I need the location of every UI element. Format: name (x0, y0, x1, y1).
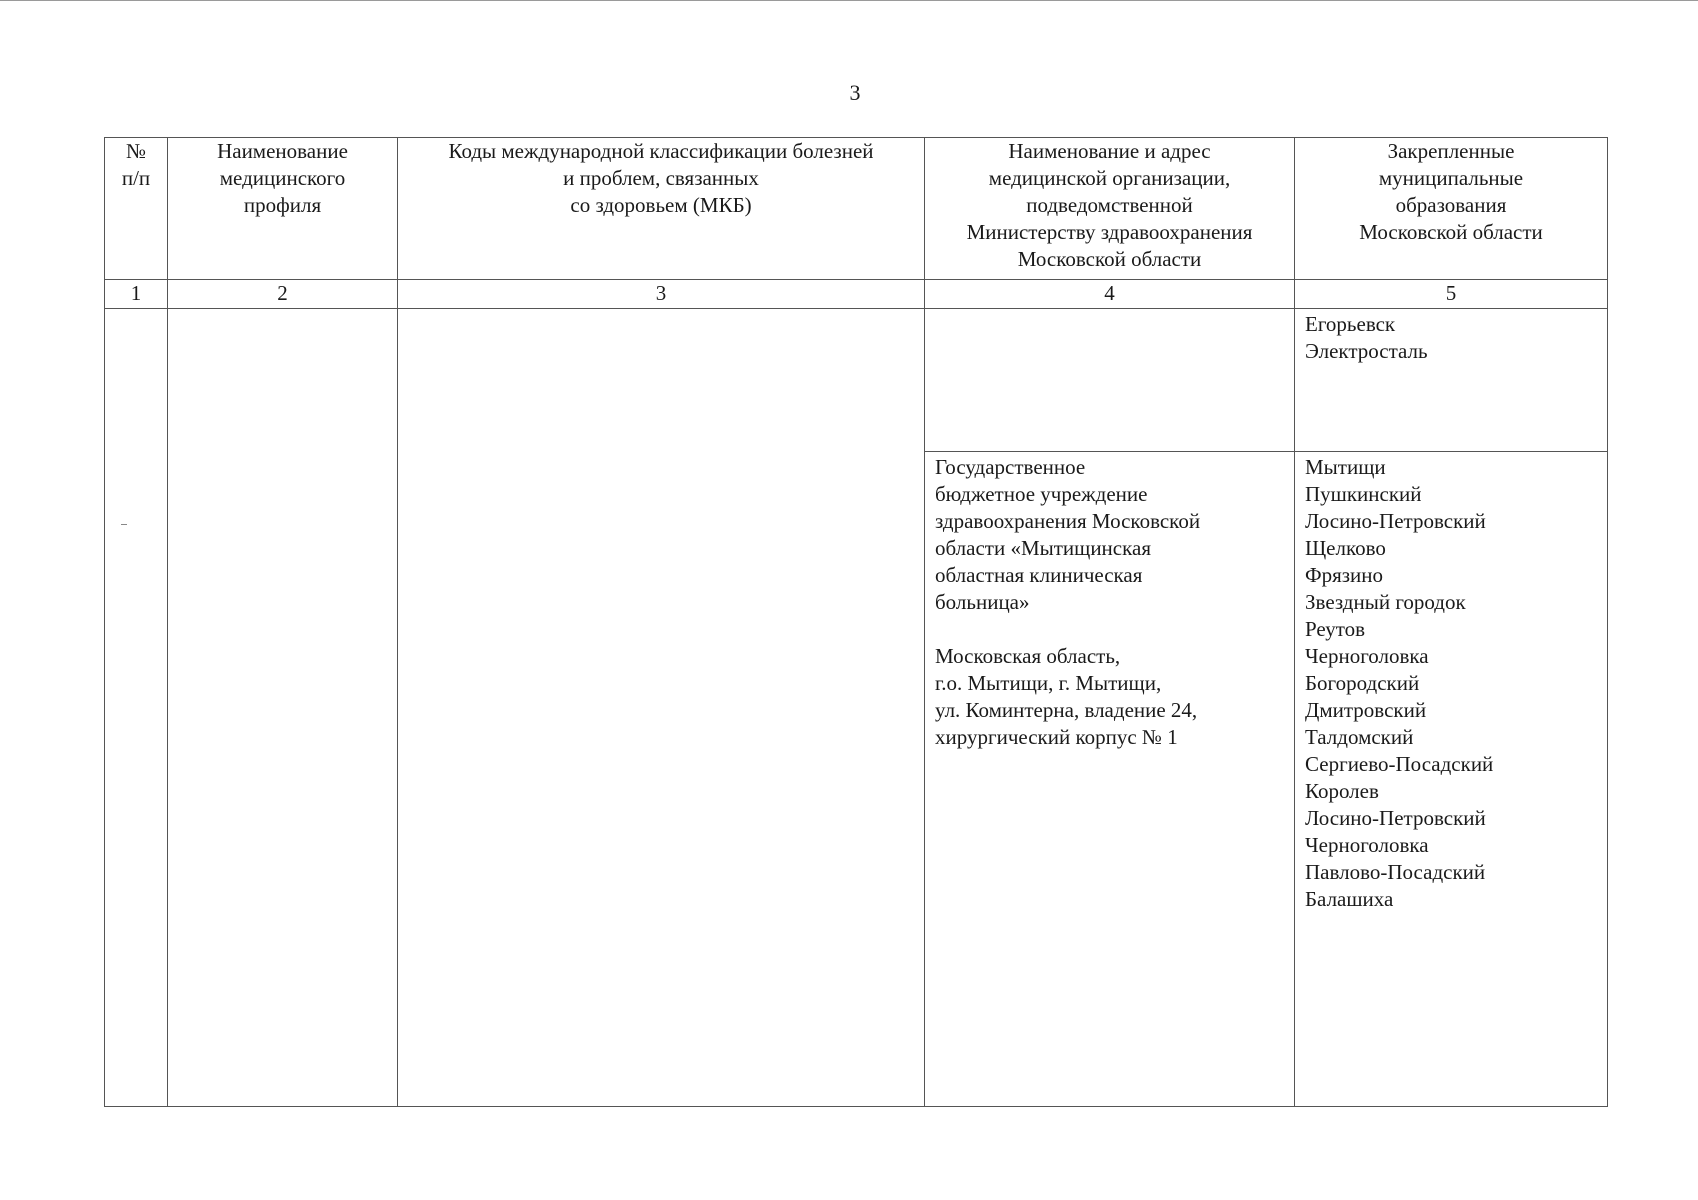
header-line: Московской области (1359, 220, 1543, 244)
header-line: Министерству здравоохранения (966, 220, 1253, 244)
list-item: Электросталь (1305, 339, 1428, 363)
list-item: хирургический корпус № 1 (935, 725, 1178, 749)
list-item: Московская область, (935, 644, 1121, 668)
column-number: 5 (1295, 280, 1608, 309)
organization-cell (925, 309, 1295, 452)
header-line: медицинского (219, 166, 346, 190)
header-line: профиля (243, 193, 322, 217)
municipalities-cell (1295, 452, 1608, 1107)
profile-cell (168, 309, 398, 1107)
header-cell (398, 138, 925, 280)
header-line: подведомственной (1026, 193, 1193, 217)
list-item: ул. Коминтерна, владение 24, (935, 698, 1198, 722)
list-item: Лосино-Петровский (1305, 509, 1486, 533)
header-cell (925, 138, 1295, 280)
list-item: Щелково (1305, 536, 1386, 560)
column-number-row (105, 280, 1608, 309)
header-cell (105, 138, 168, 280)
header-line: образования (1395, 193, 1507, 217)
list-item: Егорьевск (1305, 312, 1396, 336)
list-item: больница» (935, 590, 1030, 614)
header-line: и проблем, связанных (563, 166, 759, 190)
list-item: Лосино-Петровский (1305, 806, 1486, 830)
organization-name (935, 454, 1284, 616)
header-cell (168, 138, 398, 280)
row-number-cell (105, 309, 168, 1107)
header-line: Закрепленные (1387, 139, 1515, 163)
header-line: муниципальные (1378, 166, 1524, 190)
header-line: со здоровьем (МКБ) (570, 193, 752, 217)
list-item: Фрязино (1305, 563, 1384, 587)
municipality-list (1295, 452, 1607, 913)
list-item: Мытищи (1305, 455, 1386, 479)
list-item: бюджетное учреждение (935, 482, 1148, 506)
list-item: Дмитровский (1305, 698, 1427, 722)
header-line: Коды международной классификации болезней (448, 139, 874, 163)
list-item: Пушкинский (1305, 482, 1422, 506)
list-item: Талдомский (1305, 725, 1414, 749)
scan-mark (121, 524, 127, 525)
column-number: 3 (398, 280, 925, 309)
table-header-row (105, 138, 1608, 280)
municipalities-cell (1295, 309, 1608, 452)
list-item: Королев (1305, 779, 1379, 803)
list-item: областная клиническая (935, 563, 1143, 587)
header-line: № (125, 139, 147, 163)
list-item: г.о. Мытищи, г. Мытищи, (935, 671, 1162, 695)
scan-edge-line (0, 0, 1698, 5)
list-item: Реутов (1305, 617, 1366, 641)
list-item: Сергиево-Посадский (1305, 752, 1494, 776)
list-item: здравоохранения Московской (935, 509, 1201, 533)
page-number: 3 (849, 80, 861, 105)
column-number: 1 (105, 280, 168, 309)
header-line: Московской области (1017, 247, 1202, 271)
list-item: Павлово-Посадский (1305, 860, 1486, 884)
header-line: медицинской организации, (988, 166, 1231, 190)
header-line: Наименование и адрес (1008, 139, 1211, 163)
list-item: Балашиха (1305, 887, 1394, 911)
header-cell (1295, 138, 1608, 280)
list-item: области «Мытищинская (935, 536, 1151, 560)
icd-codes-cell (398, 309, 925, 1107)
table-row (105, 309, 1608, 452)
municipality-list (1295, 309, 1607, 365)
column-number: 4 (925, 280, 1295, 309)
header-line: Наименование (217, 139, 348, 163)
list-item: Звездный городок (1305, 590, 1466, 614)
list-item: Черноголовка (1305, 833, 1429, 857)
list-item: Богородский (1305, 671, 1420, 695)
list-item: Государственное (935, 455, 1086, 479)
distribution-table (104, 137, 1608, 1107)
column-number: 2 (168, 280, 398, 309)
list-item: Черноголовка (1305, 644, 1429, 668)
header-line: п/п (121, 166, 151, 190)
organization-address (935, 643, 1284, 751)
organization-cell (925, 452, 1295, 1107)
